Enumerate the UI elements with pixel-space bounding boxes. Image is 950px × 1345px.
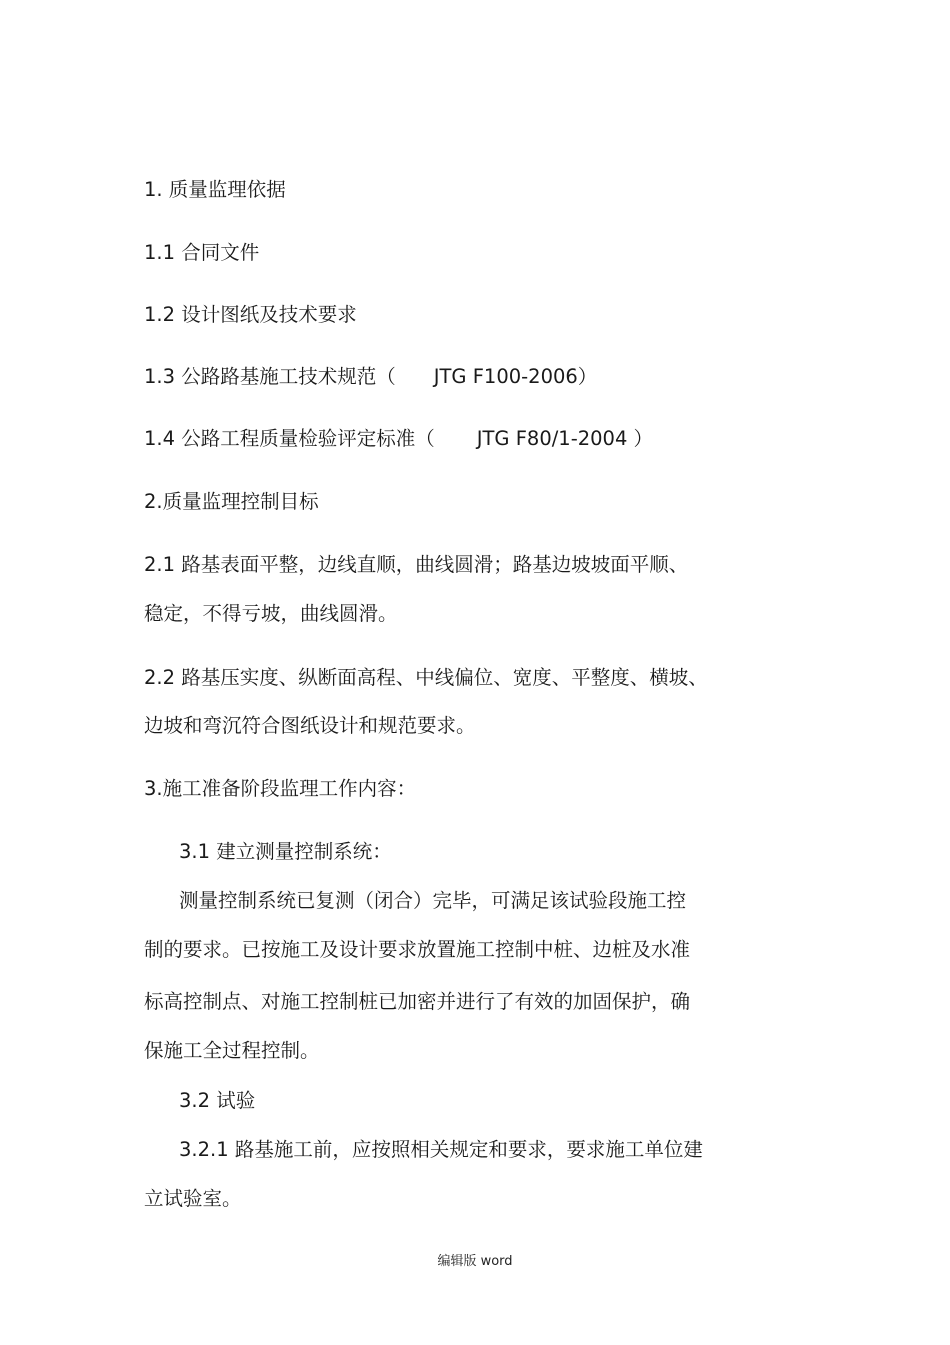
heading-2: 2.质量监理控制目标 xyxy=(144,490,319,513)
para-2-2-line-2: 边坡和弯沉符合图纸设计和规范要求。 xyxy=(144,714,476,737)
item-1-2: 1.2 设计图纸及技术要求 xyxy=(144,303,357,326)
para-3-1-line-1: 测量控制系统已复测（闭合）完毕，可满足该试验段施工控 xyxy=(179,889,687,912)
para-3-1-line-3: 标高控制点、对施工控制桩已加密并进行了有效的加固保护，确 xyxy=(144,990,691,1013)
item-1-3-text: 1.3 公路路基施工技术规范（ xyxy=(144,365,396,388)
para-3-2-1-line-2: 立试验室。 xyxy=(144,1187,242,1210)
para-3-2-1-line-1: 3.2.1 路基施工前，应按照相关规定和要求，要求施工单位建 xyxy=(179,1138,703,1161)
heading-3-2: 3.2 试验 xyxy=(179,1089,256,1112)
item-1-4-code: JTG F80/1-2004 ） xyxy=(476,427,654,450)
item-1-3-code: JTG F100-2006） xyxy=(433,365,598,388)
heading-3: 3.施工准备阶段监理工作内容： xyxy=(144,777,417,800)
item-1-4 xyxy=(144,429,653,449)
footer-watermark: 编辑版 word xyxy=(437,1254,513,1269)
item-1-1: 1.1 合同文件 xyxy=(144,241,260,264)
heading-3-1: 3.1 建立测量控制系统： xyxy=(179,840,392,863)
item-1-4-text: 1.4 公路工程质量检验评定标准（ xyxy=(144,427,435,450)
para-3-1-line-4: 保施工全过程控制。 xyxy=(144,1039,320,1062)
para-2-1-line-2: 稳定，不得亏坡，曲线圆滑。 xyxy=(144,602,398,625)
para-2-2-line-1: 2.2 路基压实度、纵断面高程、中线偏位、宽度、平整度、横坡、 xyxy=(144,666,708,689)
item-1-3 xyxy=(144,367,597,387)
para-3-1-line-2: 制的要求。已按施工及设计要求放置施工控制中桩、边桩及水准 xyxy=(144,938,691,961)
para-2-1-line-1: 2.1 路基表面平整，边线直顺，曲线圆滑；路基边坡坡面平顺、 xyxy=(144,553,689,576)
heading-1: 1. 质量监理依据 xyxy=(144,178,286,201)
